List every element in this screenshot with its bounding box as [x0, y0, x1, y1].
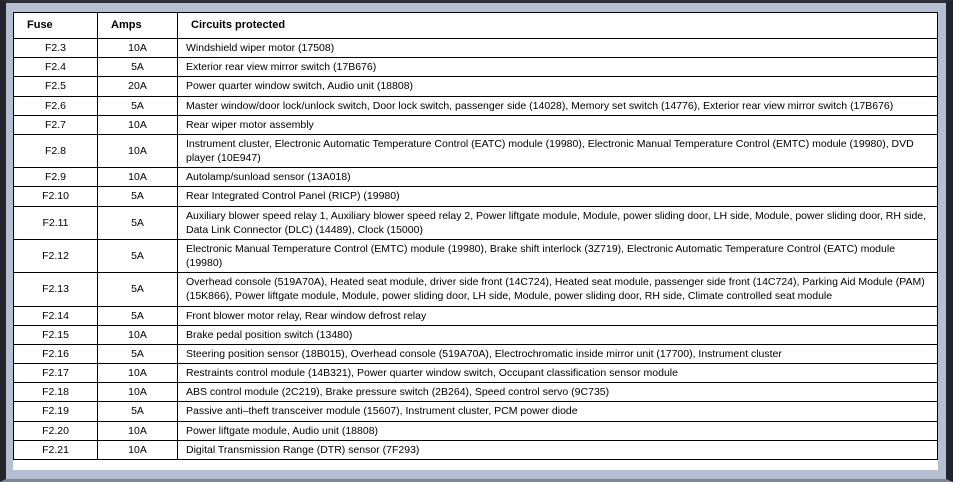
amps-cell: 10A — [98, 383, 178, 402]
fuse-cell: F2.13 — [14, 273, 98, 306]
circuits-cell: Windshield wiper motor (17508) — [178, 39, 938, 58]
table-row — [14, 77, 938, 96]
amps-cell: 10A — [98, 440, 178, 459]
table-row — [14, 134, 938, 167]
amps-cell: 10A — [98, 364, 178, 383]
circuits-cell: Power quarter window switch, Audio unit (18808) — [178, 77, 938, 96]
circuits-cell: Passive anti–theft transceiver module (15607), Instrument cluster, PCM power diode — [178, 402, 938, 421]
fuse-cell: F2.9 — [14, 168, 98, 187]
circuits-cell: Rear wiper motor assembly — [178, 115, 938, 134]
circuits-cell: Front blower motor relay, Rear window defrost relay — [178, 306, 938, 325]
fuse-cell: F2.17 — [14, 364, 98, 383]
header-row — [14, 13, 938, 39]
table-row — [14, 239, 938, 272]
fuse-cell: F2.8 — [14, 134, 98, 167]
table-row — [14, 39, 938, 58]
amps-cell: 5A — [98, 187, 178, 206]
amps-cell: 10A — [98, 325, 178, 344]
fuse-cell: F2.12 — [14, 239, 98, 272]
circuits-cell: Rear Integrated Control Panel (RICP) (19980) — [178, 187, 938, 206]
fuse-table — [13, 12, 938, 460]
amps-cell: 5A — [98, 206, 178, 239]
amps-cell: 10A — [98, 39, 178, 58]
circuits-cell: Steering position sensor (18B015), Overhead console (519A70A), Electrochromatic inside mirror unit (17700), Instrument cluster — [178, 344, 938, 363]
table-row — [14, 344, 938, 363]
fuse-cell: F2.4 — [14, 58, 98, 77]
fuse-cell: F2.14 — [14, 306, 98, 325]
fuse-cell: F2.6 — [14, 96, 98, 115]
table-row — [14, 306, 938, 325]
header-fuse: Fuse — [14, 13, 98, 39]
table-row — [14, 58, 938, 77]
header-amps: Amps — [98, 13, 178, 39]
table-row — [14, 206, 938, 239]
circuits-cell: Power liftgate module, Audio unit (18808) — [178, 421, 938, 440]
fuse-cell: F2.5 — [14, 77, 98, 96]
fuse-cell: F2.20 — [14, 421, 98, 440]
fuse-cell: F2.11 — [14, 206, 98, 239]
amps-cell: 10A — [98, 134, 178, 167]
fuse-cell: F2.18 — [14, 383, 98, 402]
table-row — [14, 273, 938, 306]
circuits-cell: Auxiliary blower speed relay 1, Auxiliary blower speed relay 2, Power liftgate module, Module, power sliding door, LH side, Module, power sliding door, RH side, Data Link Connector (DLC) (14489), Clock (15000) — [178, 206, 938, 239]
fuse-table-sheet — [13, 12, 938, 470]
amps-cell: 5A — [98, 402, 178, 421]
circuits-cell: Master window/door lock/unlock switch, Door lock switch, passenger side (14028), Memory set switch (14776), Exterior rear view mirror switch (17B676) — [178, 96, 938, 115]
amps-cell: 20A — [98, 77, 178, 96]
table-row — [14, 383, 938, 402]
amps-cell: 10A — [98, 421, 178, 440]
fuse-cell: F2.7 — [14, 115, 98, 134]
circuits-cell: Instrument cluster, Electronic Automatic Temperature Control (EATC) module (19980), Electronic Manual Temperature Control (EMTC) module (19980), DVD player (10E947) — [178, 134, 938, 167]
circuits-cell: Electronic Manual Temperature Control (EMTC) module (19980), Brake shift interlock (3Z719), Electronic Automatic Temperature Control (EATC) module (19980) — [178, 239, 938, 272]
table-row — [14, 402, 938, 421]
circuits-cell: Brake pedal position switch (13480) — [178, 325, 938, 344]
amps-cell: 5A — [98, 344, 178, 363]
table-row — [14, 364, 938, 383]
circuits-cell: Autolamp/sunload sensor (13A018) — [178, 168, 938, 187]
fuse-cell: F2.16 — [14, 344, 98, 363]
amps-cell: 10A — [98, 115, 178, 134]
amps-cell: 5A — [98, 273, 178, 306]
fuse-cell: F2.19 — [14, 402, 98, 421]
table-row — [14, 187, 938, 206]
amps-cell: 5A — [98, 306, 178, 325]
circuits-cell: Overhead console (519A70A), Heated seat module, driver side front (14C724), Heated seat module, passenger side front (14C724), Parking Aid Module (PAM) (15K866), Power liftgate module, Module, power sliding door, LH side, Module, power sliding door, RH side, Climate controlled seat module — [178, 273, 938, 306]
circuits-cell: ABS control module (2C219), Brake pressure switch (2B264), Speed control servo (9C735) — [178, 383, 938, 402]
fuse-cell: F2.15 — [14, 325, 98, 344]
fuse-cell: F2.21 — [14, 440, 98, 459]
fuse-cell: F2.10 — [14, 187, 98, 206]
fuse-cell: F2.3 — [14, 39, 98, 58]
table-row — [14, 421, 938, 440]
table-row — [14, 440, 938, 459]
amps-cell: 5A — [98, 239, 178, 272]
circuits-cell: Exterior rear view mirror switch (17B676) — [178, 58, 938, 77]
header-circuits: Circuits protected — [178, 13, 938, 39]
table-row — [14, 96, 938, 115]
circuits-cell: Digital Transmission Range (DTR) sensor (7F293) — [178, 440, 938, 459]
amps-cell: 10A — [98, 168, 178, 187]
table-row — [14, 325, 938, 344]
table-row — [14, 168, 938, 187]
amps-cell: 5A — [98, 58, 178, 77]
table-row — [14, 115, 938, 134]
circuits-cell: Restraints control module (14B321), Power quarter window switch, Occupant classification sensor module — [178, 364, 938, 383]
fuse-table-body — [14, 39, 938, 460]
amps-cell: 5A — [98, 96, 178, 115]
